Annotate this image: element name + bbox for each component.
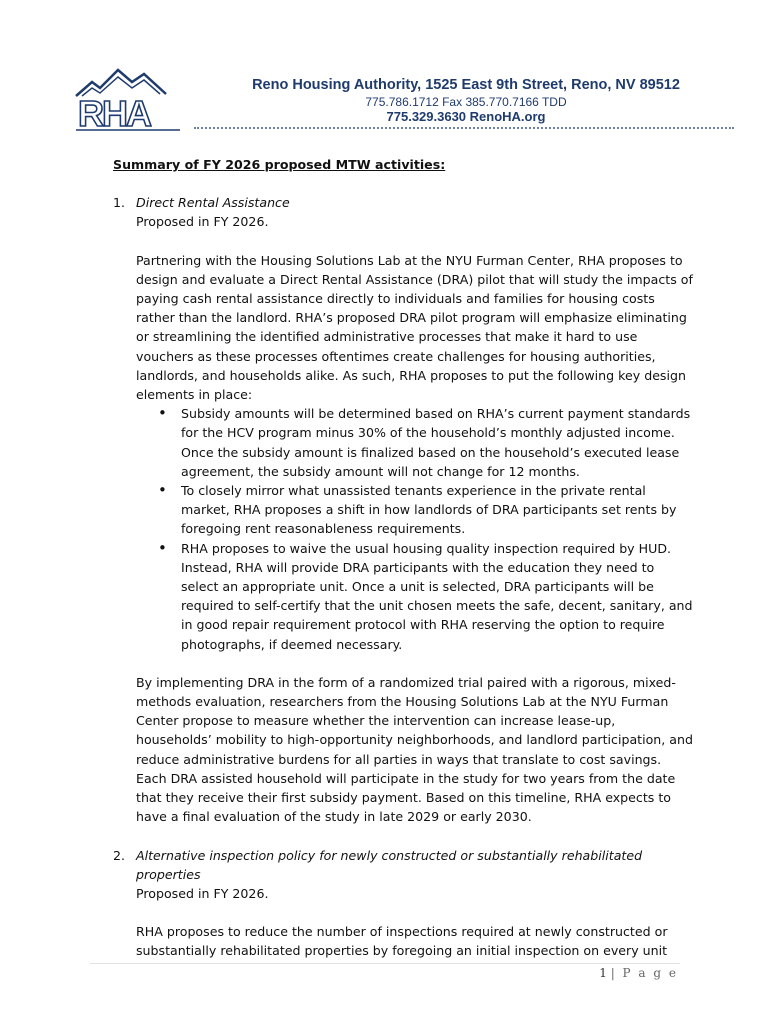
list-item: • To closely mirror what unassisted tenants experience in the private rental market, RHA proposes a shift in how landlords of DRA participants set rents by foregoing rent reasonableness requirements.: [181, 481, 693, 539]
page-number: 1: [599, 966, 607, 980]
page-footer: [599, 966, 678, 980]
activity-proposed: Proposed in FY 2026.: [136, 885, 269, 901]
page-label: | P a g e: [610, 966, 678, 980]
summary-title: Summary of FY 2026 proposed MTW activities:: [113, 157, 446, 172]
org-address: Reno Housing Authority, 1525 East 9th Street, Reno, NV 89512: [252, 77, 680, 93]
document-body: [113, 155, 693, 961]
activity-paragraph: Partnering with the Housing Solutions Lab at the NYU Furman Center, RHA proposes to design and evaluate a Direct Rental Assistance (DRA) pilot that will study the impacts of paying cash rental assistance directly to individuals and families for housing costs rather than the landlord. RHA’s proposed DRA pilot program will emphasize eliminating or streamlining the identified administrative processes that make it hard to use vouchers as these processes oftentimes create challenges for housing authorities, landlords, and households alike. As such, RHA proposes to put the following key design elements in place:: [136, 252, 693, 403]
rha-logo: [74, 66, 184, 132]
footer-rule: [90, 963, 680, 964]
svg-text:RHA: RHA: [78, 93, 150, 132]
activity-number: 2.: [113, 847, 126, 863]
list-item: • RHA proposes to waive the usual housing quality inspection required by HUD. Instead, RHA will provide DRA participants with the education they need to select an appropriate unit. Once a unit is selected, DRA participants will be required to self-certify that the unit chosen meets the safe, decent, sanitary, and in good repair requirement protocol with RHA reserving the option to require photographs, if deemed necessary.: [181, 539, 693, 654]
activity-proposed: Proposed in FY 2026.: [136, 214, 269, 230]
activity-1: [113, 193, 693, 826]
activity-2: [113, 846, 693, 961]
letterhead: [196, 76, 736, 125]
activity-heading: Alternative inspection policy for newly constructed or substantially rehabilitated properties: [136, 847, 643, 882]
activity-heading: Direct Rental Assistance: [136, 195, 290, 211]
phone-website: 775.329.3630 RenoHA.org: [386, 109, 546, 124]
fax-tdd: 775.786.1712 Fax 385.770.7166 TDD: [365, 95, 567, 109]
activity-number: 1.: [113, 195, 126, 211]
list-item: • Subsidy amounts will be determined based on RHA’s current payment standards for the HCV program minus 30% of the household’s monthly adjusted income. Once the subsidy amount is finalized based on the household’s executed lease agreement, the subsidy amount will not change for 12 months.: [181, 404, 693, 481]
design-elements-list: [136, 404, 693, 654]
activity-paragraph: RHA proposes to reduce the number of inspections required at newly constructed or substantially rehabilitated properties by foregoing an initial inspection on every unit: [136, 924, 668, 959]
activity-paragraph: By implementing DRA in the form of a randomized trial paired with a rigorous, mixed-methods evaluation, researchers from the Housing Solutions Lab at the NYU Furman Center propose to measure whether the intervention can increase lease-up, households’ mobility to high-opportunity neighborhoods, and landlord participation, and reduce administrative burdens for all parties in ways that translate to cost savings. Each DRA assisted household will participate in the study for two years from the date that they receive their first subsidy payment. Based on this timeline, RHA expects to have a final evaluation of the study in late 2029 or early 2030.: [136, 674, 693, 825]
header-rule: [194, 127, 734, 129]
